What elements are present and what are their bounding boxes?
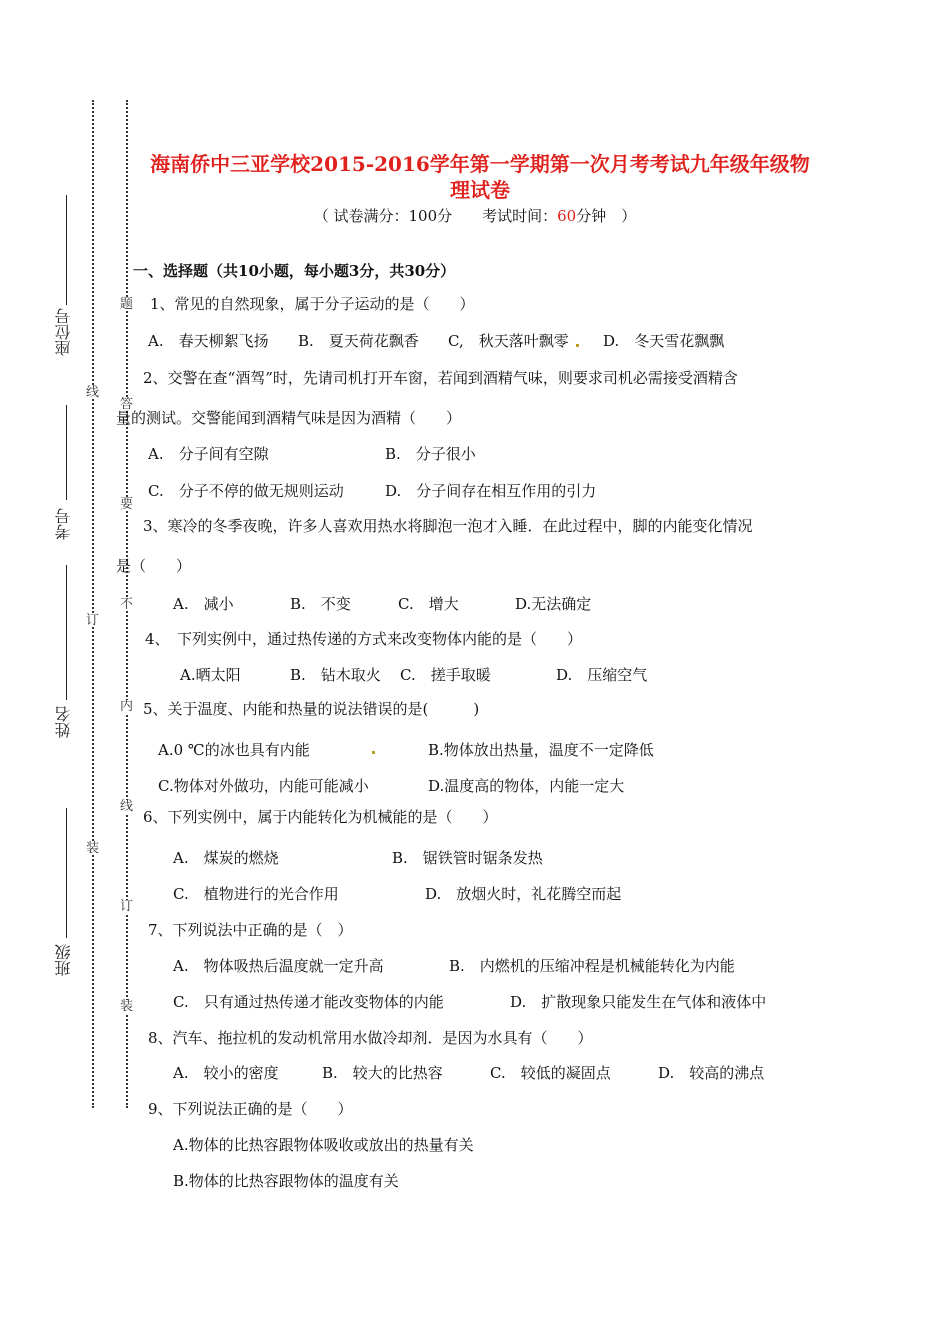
q8-option-c[interactable]: C. 较低的凝固点 bbox=[490, 1064, 611, 1082]
q2-option-a[interactable]: A. 分子间有空隙 bbox=[148, 445, 269, 463]
exam-title-line2: 理试卷 bbox=[450, 178, 510, 202]
exam-no-label: 考号 bbox=[54, 508, 73, 540]
q7-option-c[interactable]: C. 只有通过热传递才能改变物体的内能 bbox=[173, 993, 444, 1011]
q9-option-b[interactable]: B.物体的比热容跟物体的温度有关 bbox=[173, 1172, 399, 1190]
q9-option-a[interactable]: A.物体的比热容跟物体吸收或放出的热量有关 bbox=[173, 1136, 474, 1154]
margin-char-ti: 题 bbox=[120, 297, 134, 312]
margin-char-yao: 要 bbox=[120, 497, 134, 512]
q1-option-d[interactable]: D. 冬天雪花飘飘 bbox=[603, 332, 725, 350]
margin-char-zhuang-outer: 装 bbox=[86, 841, 100, 856]
q6-option-d[interactable]: D. 放烟火时，礼花腾空而起 bbox=[425, 885, 622, 903]
q8-option-b[interactable]: B. 较大的比热容 bbox=[322, 1064, 443, 1082]
subtitle-time-unit: 分钟 ） bbox=[576, 207, 637, 225]
stray-mark bbox=[372, 751, 375, 754]
q2-stem-cont: 量的测试。交警能闻到酒精气味是因为酒精（ ） bbox=[116, 409, 462, 427]
q5-option-a[interactable]: A.0 ℃的冰也具有内能 bbox=[158, 741, 310, 759]
exam-subtitle bbox=[0, 205, 950, 226]
stray-mark bbox=[576, 344, 579, 347]
q4-stem: 4、 下列实例中，通过热传递的方式来改变物体内能的是（ ） bbox=[145, 630, 583, 648]
outer-dotted-line bbox=[92, 100, 94, 1108]
margin-char-da: 答 bbox=[120, 397, 134, 412]
subtitle-score: （ 试卷满分：100分 考试时间： bbox=[313, 207, 558, 225]
q3-option-a[interactable]: A. 减小 bbox=[173, 595, 234, 613]
exam-no-blank-line[interactable] bbox=[66, 405, 67, 500]
exam-title-line1: 海南侨中三亚学校2015-2016学年第一学期第一次月考考试九年级年级物 bbox=[150, 152, 810, 176]
q9-stem: 9、下列说法正确的是（ ） bbox=[148, 1100, 353, 1118]
class-blank-line[interactable] bbox=[66, 808, 67, 938]
margin-char-ding-outer: 订 bbox=[86, 613, 100, 628]
margin-char-xian-outer: 线 bbox=[86, 385, 100, 400]
seat-label: 座位号 bbox=[54, 308, 73, 356]
q7-option-d[interactable]: D. 扩散现象只能发生在气体和液体中 bbox=[510, 993, 767, 1011]
q8-option-d[interactable]: D. 较高的沸点 bbox=[658, 1064, 765, 1082]
q6-option-c[interactable]: C. 植物进行的光合作用 bbox=[173, 885, 339, 903]
margin-char-xian-inner: 线 bbox=[120, 799, 134, 814]
q3-option-c[interactable]: C. 增大 bbox=[398, 595, 459, 613]
q1-stem: 1、常见的自然现象，属于分子运动的是（ ） bbox=[150, 295, 475, 313]
margin-char-nei: 内 bbox=[120, 699, 134, 714]
q8-stem: 8、汽车、拖拉机的发动机常用水做冷却剂．是因为水具有（ ） bbox=[148, 1029, 593, 1047]
q5-option-d[interactable]: D.温度高的物体，内能一定大 bbox=[428, 777, 625, 795]
class-label: 班级 bbox=[54, 944, 73, 976]
margin-char-ding-inner: 订 bbox=[120, 899, 134, 914]
q4-option-a[interactable]: A.晒太阳 bbox=[180, 666, 241, 684]
q2-stem: 2、交警在查“酒驾”时，先请司机打开车窗，若闻到酒精气味，则要求司机必需接受酒精含 bbox=[143, 369, 738, 387]
name-label: 姓名 bbox=[54, 706, 73, 738]
subtitle-time-value: 60 bbox=[557, 207, 577, 225]
q4-option-c[interactable]: C. 搓手取暖 bbox=[400, 666, 491, 684]
q5-stem: 5、关于温度、内能和热量的说法错误的是( ) bbox=[143, 700, 480, 718]
q7-option-b[interactable]: B. 内燃机的压缩冲程是机械能转化为内能 bbox=[449, 957, 735, 975]
q7-option-a[interactable]: A. 物体吸热后温度就一定升高 bbox=[173, 957, 384, 975]
q3-option-b[interactable]: B. 不变 bbox=[290, 595, 351, 613]
q3-stem-cont: 是（ ） bbox=[116, 557, 192, 575]
q4-option-d[interactable]: D. 压缩空气 bbox=[556, 666, 648, 684]
q7-stem: 7、下列说法中正确的是（ ） bbox=[148, 921, 353, 939]
q1-option-b[interactable]: B. 夏天荷花飘香 bbox=[298, 332, 419, 350]
q5-option-c[interactable]: C.物体对外做功，内能可能减小 bbox=[158, 777, 369, 795]
q6-option-a[interactable]: A. 煤炭的燃烧 bbox=[173, 849, 279, 867]
q6-option-b[interactable]: B. 锯铁管时锯条发热 bbox=[392, 849, 543, 867]
q1-option-a[interactable]: A. 春天柳絮飞扬 bbox=[148, 332, 269, 350]
q2-option-c[interactable]: C. 分子不停的做无规则运动 bbox=[148, 482, 344, 500]
q8-option-a[interactable]: A. 较小的密度 bbox=[173, 1064, 279, 1082]
q5-option-b[interactable]: B.物体放出热量，温度不一定降低 bbox=[428, 741, 654, 759]
q3-stem: 3、寒冷的冬季夜晚，许多人喜欢用热水将脚泡一泡才入睡．在此过程中，脚的内能变化情况 bbox=[143, 517, 753, 535]
name-blank-line[interactable] bbox=[66, 565, 67, 700]
margin-char-zhuang-inner: 装 bbox=[120, 999, 134, 1014]
section-heading: 一、选择题（共10小题，每小题3分，共30分） bbox=[133, 262, 456, 280]
margin-char-bu: 不 bbox=[120, 597, 134, 612]
q1-option-c[interactable]: C, 秋天落叶飘零 bbox=[448, 332, 569, 350]
q4-option-b[interactable]: B. 钻木取火 bbox=[290, 666, 381, 684]
q2-option-d[interactable]: D. 分子间存在相互作用的引力 bbox=[385, 482, 597, 500]
q3-option-d[interactable]: D.无法确定 bbox=[515, 595, 592, 613]
q6-stem: 6、下列实例中，属于内能转化为机械能的是（ ） bbox=[143, 808, 498, 826]
q2-option-b[interactable]: B. 分子很小 bbox=[385, 445, 476, 463]
